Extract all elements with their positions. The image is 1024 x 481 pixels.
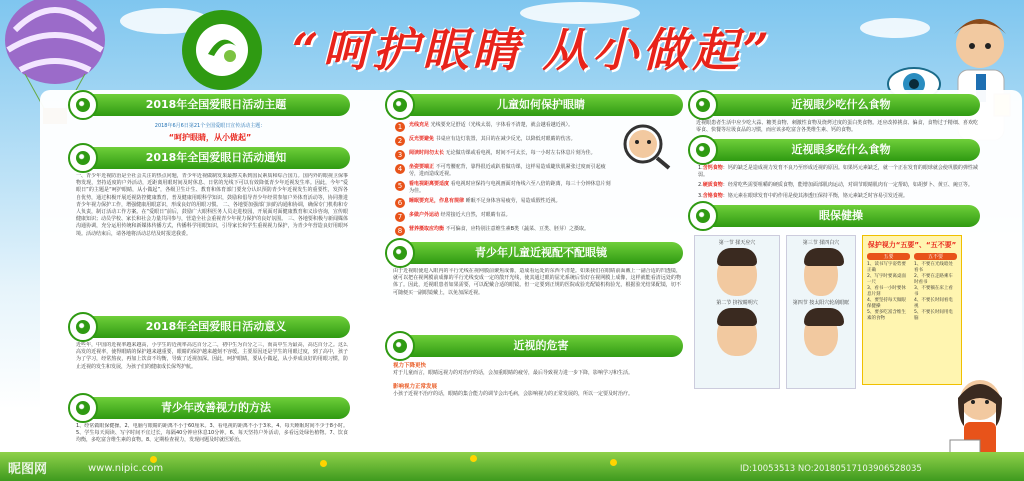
watermark-brand: 昵图网 bbox=[8, 462, 48, 477]
section-title-text: 近视眼多吃什么食物 bbox=[791, 143, 891, 157]
exercise-step-label: 第三节 揉四白穴 bbox=[802, 240, 840, 247]
eyecare-logo-icon bbox=[180, 8, 264, 92]
tip-number: 2 bbox=[395, 136, 405, 146]
section-title-text: 青少年儿童近视配不配眼镜 bbox=[475, 246, 607, 259]
flower-icon bbox=[610, 459, 617, 466]
eye-badge-icon bbox=[385, 90, 415, 120]
tip-text: 睡眠不足身体容易疲劳，易造成假性近视。 bbox=[465, 198, 561, 204]
tip-text: 无论做功课或看电视，时间不可太长，每一小时左右休息片刻为佳。 bbox=[445, 150, 596, 156]
list-item: 3.含铬食物：铬元素在眼球发育中的作用是使其渗透压保持平衡，铬元素缺乏时容易引发近视。 bbox=[698, 192, 908, 199]
exercise-illustration bbox=[786, 235, 856, 389]
rules-dont-column bbox=[914, 253, 957, 322]
section-title-text: 青少年改善视力的方法 bbox=[161, 401, 271, 414]
section-title-text: 近视的危害 bbox=[513, 339, 569, 352]
more-food-list bbox=[690, 165, 980, 199]
list-item: 2.硬质食物：经常吃些需要咀嚼的硬质食物，能增加面部肌肉运动，对调节眼睛肌肉有一定帮助，如胡萝卜、黄豆、豌豆等。 bbox=[698, 182, 973, 189]
child-face-icon bbox=[804, 312, 838, 356]
tip-text: 书桌应有边灯装置，其目的在减少反光，以降低对眼睛的伤害。 bbox=[435, 136, 576, 142]
rule-item: 5、要多吃富含维生素的食物 bbox=[867, 310, 906, 322]
eye-badge-icon bbox=[688, 90, 718, 120]
left-column bbox=[70, 94, 350, 468]
rule-item: 1、不要在光线暗处看书 bbox=[914, 262, 953, 274]
section-title-theme bbox=[82, 94, 350, 116]
tip-number: 5 bbox=[395, 181, 405, 191]
tip-text: 看电视时应保持与电视画面对角线六至八倍的距离，每三十分钟休息片刻为佳。 bbox=[409, 181, 611, 194]
flower-icon bbox=[150, 456, 157, 463]
child-face-icon bbox=[717, 312, 757, 356]
eyecare-logo bbox=[180, 8, 264, 92]
middle-column bbox=[387, 94, 683, 403]
rule-item: 3、看书一小时要休息片刻 bbox=[867, 286, 906, 298]
notice-text: 一、青少年近视防治是全社会关注的热点问题，青少年近视做制发果最擦关系到国民素质和综合国力。国内外的眼视卫保事物发现，坚持适度的户外活动，近距离用眼时间及时休息、日常的光线下可以有效降低青少年近视发生率。因此，今年“爱眼日”的主题是“呵护眼睛，从小做起”，各级卫生计生、教育和体育部门要充分认识预防青少年近视发生的重要性，发挥各自优势，通过积极开展近视防控健康教育，普及健康用眼科学知识，鼓励和倡导青少年经常参加户外体育活动等，协同推进青少年视力保护工作，增强健康用眼意识，形成良好的用眼习惯。 二、各地要加强部门间的沟通和协调，确保专门机构和专人负责，制订活动工作方案。在“爱眼日”前后，鼓励广大眼科医务人员走进校园，开展面对面健康教育和义诊咨询，宣传眼健康知识；动员学校、家长和社会力量共同参与，营造全社会重视青少年视力保护的良好氛围。 三、各地要积极与新闻媒体沟通协调，充分运用传统和新媒体传播方式，传播科学用眼知识，引导家长和学生重视视力保护，为青少年营造良好用眼环境。活动结束后，请各地将活动总结及时报送我委。 bbox=[76, 173, 348, 237]
exercise-illustration bbox=[694, 235, 780, 389]
section-title-harm bbox=[399, 335, 683, 357]
rules-do-column bbox=[867, 253, 910, 322]
rules-do-head: 五要 bbox=[867, 253, 910, 260]
section-title-text: 2018年全国爱眼日活动通知 bbox=[145, 151, 287, 164]
section-title-glasses bbox=[399, 242, 683, 264]
section-title-less-food bbox=[702, 94, 980, 116]
exercise-panels bbox=[694, 235, 980, 389]
list-item bbox=[395, 164, 615, 177]
list-item bbox=[395, 212, 615, 222]
tip-text: 不可偏食，应特别注意维生素B类（蔬菜、豆类、胚芽）之摄取。 bbox=[445, 226, 590, 232]
section-title-notice bbox=[82, 147, 350, 169]
tip-number: 3 bbox=[395, 150, 405, 160]
section-title-protect bbox=[399, 94, 683, 116]
list-item bbox=[395, 198, 615, 208]
tip-label: 睡眠要充足，作息有规律 bbox=[409, 198, 465, 204]
eye-badge-icon bbox=[688, 135, 718, 165]
magnifier-girl-icon bbox=[613, 120, 673, 170]
list-item bbox=[395, 226, 615, 236]
list-item bbox=[395, 181, 615, 194]
eye-badge-icon bbox=[688, 201, 718, 231]
eye-badge-icon bbox=[68, 312, 98, 342]
harm-heading: 影响视力正常发展 bbox=[393, 384, 438, 391]
tip-label: 看电视距离要适度 bbox=[409, 181, 450, 187]
child-face-icon bbox=[717, 252, 757, 296]
list-item bbox=[395, 122, 615, 132]
eye-badge-icon bbox=[385, 331, 415, 361]
theme-subtitle: 2018年6月6日第21个全国爱眼日宣传活动主题： bbox=[154, 123, 266, 129]
flower-icon bbox=[470, 455, 477, 462]
exercise-step-label: 第一节 揉天应穴 bbox=[718, 240, 756, 247]
tip-label: 坐姿要端正 bbox=[409, 164, 435, 170]
meaning-text: 近些年，中国的近视率越来越高，小学生的近视率高达百分之二，初中生为百分之三，而高中生为最高，高达百分之。这么高发的近视率，使得眼睛的保护越来越重要，眼睛的保护越来越刻不容缓。主要原因还是学生的用眼过度，到了高中，孩子为了学习，经常熬夜，再加上饮食不均衡，导致了近视加深。因此，呵护眼睛，要从小做起，从小养成良好的用眼习惯，防止近视的发生和发展，为孩子们的健康成长保驾护航。 bbox=[76, 342, 348, 370]
page-title: “呵护眼睛 从小做起” bbox=[292, 23, 773, 77]
right-column bbox=[690, 94, 980, 389]
section-title-text: 2018年全国爱眼日活动主题 bbox=[145, 98, 287, 111]
tip-label: 反光要避免 bbox=[409, 136, 435, 142]
tip-number: 4 bbox=[395, 164, 405, 174]
list-item: 1.含钙食物：钙的缺乏是造成视力发育不良乃至形成近视的原因。如果钙元素缺乏，就一个正在发育的眼球就会使巩膜的弹性减弱。 bbox=[698, 165, 978, 178]
rule-item: 1、读书写字姿势要正确 bbox=[867, 262, 906, 274]
section-title-text: 2018年全国爱眼日活动意义 bbox=[145, 320, 287, 333]
watermark-id: ID:10053513 NO:20180517103906528035 bbox=[740, 464, 922, 474]
rule-item: 2、写字时要离桌面一尺 bbox=[867, 274, 906, 286]
eye-badge-icon bbox=[68, 393, 98, 423]
exercise-step-label: 第四节 按太阳穴轮刮眼眶 bbox=[792, 300, 850, 307]
eye-badge-icon bbox=[385, 238, 415, 268]
tip-number: 6 bbox=[395, 198, 405, 208]
harm-heading: 视力下降更快 bbox=[393, 363, 427, 369]
rule-item: 4、不要长时间看电视 bbox=[914, 298, 953, 310]
exercise-step-label: 第二节 挤按睛明穴 bbox=[716, 300, 758, 307]
rule-item: 3、不要躺在床上看书 bbox=[914, 286, 953, 298]
food-text: 经常吃些需要咀嚼的硬质食物，能增加面部肌肉运动，对调节眼睛肌肉有一定帮助，如胡萝卜、黄豆、豌豆等。 bbox=[727, 182, 973, 189]
tip-number: 1 bbox=[395, 122, 405, 132]
tip-text: 光线要充足舒适（光线太弱，字体看不清楚，就会越看越近视）。 bbox=[430, 122, 574, 128]
list-item bbox=[395, 136, 615, 146]
tip-number: 8 bbox=[395, 226, 405, 236]
eye-badge-icon bbox=[68, 90, 98, 120]
tip-label: 阅读时间勿太长 bbox=[409, 150, 445, 156]
harm-text: 小孩子近视不治疗的话，眼睛的集合能力的调节会出毛病，会影响视力的正常发展的，所以一定要及时治疗。 bbox=[393, 391, 634, 398]
section-title-text: 儿童如何保护眼睛 bbox=[497, 98, 585, 111]
watermark-url: www.nipic.com bbox=[88, 463, 164, 474]
list-item bbox=[395, 150, 615, 160]
rule-item: 2、不要在走路乘车时看书 bbox=[914, 274, 953, 286]
rule-item: 5、不要长时间用电脑 bbox=[914, 310, 953, 322]
section-title-text: 眼保健操 bbox=[819, 209, 863, 223]
section-title-more-food bbox=[702, 139, 980, 161]
method-text: 1、经常做眼保健操。2、电脑与眼睛的距离不小于60厘米。3、看电视的距离不小于3米。4、每天睡眠时间不少于8小时。5、学生每天阅读、写字时间不宜过长，每隔40分钟应休息10分钟。6、每天坚持户外活动，多看远处绿色植物。7、饮食均衡，多吃富含维生素的食物。8、定期检查视力，发现问题及时就医矫治。 bbox=[76, 423, 348, 444]
theme-slogan: “呵护眼睛，从小做起” bbox=[168, 133, 252, 142]
food-text: 铬元素在眼球发育中的作用是使其渗透压保持平衡，铬元素缺乏时容易引发近视。 bbox=[727, 192, 908, 199]
flower-icon bbox=[320, 460, 327, 467]
food-text: 钙的缺乏是造成视力发育不良乃至形成近视的原因。如果钙元素缺乏，就一个正在发育的眼球就会使巩膜的弹性减弱。 bbox=[698, 165, 978, 178]
rules-dont-head: 五不要 bbox=[914, 253, 957, 260]
eye-badge-icon bbox=[68, 143, 98, 173]
section-title-method bbox=[82, 397, 350, 419]
less-food-text: 近视眼患者生活中应少吃大蒜、糖类食物、刺激性食物及烧烤过度的蛋白类食物。还应改掉挑食、偏食，食物过于精细、喜欢吃零食、快餐等垃圾食品的习惯，而应该多吃富含各类维生素、钙的食物。 bbox=[696, 120, 978, 134]
glasses-text: 由于近视眼使进入眼内的平行光线在视网膜前聚焦成像，造成看远处的东西不清楚。如果我们在眼睛前面戴上一副合适的凹透镜，就可以把在视网膜前成像的平行光线变成一定的散开光线，使其通过眼的屈光系统后恰好在视网膜上成像，这样就能看清远处的物体了。因此，近视眼患者如果需要，可以配戴合适的眼镜。但一定要到正规的医院或验光配镜机构验光，根据验光结果配镜，切不可随便买一副眼镜戴上，以免加深近视。 bbox=[393, 268, 681, 296]
tip-label: 光线充足 bbox=[409, 122, 430, 128]
tips-list bbox=[387, 122, 615, 236]
child-face-icon bbox=[804, 252, 838, 296]
food-label: 含铬食物 bbox=[702, 192, 723, 199]
food-label: 含钙食物 bbox=[702, 165, 723, 172]
section-title-text: 近视眼少吃什么食物 bbox=[791, 98, 891, 111]
rules-title: 保护视力“五要”、“五不要” bbox=[867, 241, 957, 250]
food-label: 硬质食物 bbox=[702, 182, 723, 189]
tip-text: 经常接近大自然，对眼睛有益。 bbox=[440, 212, 511, 218]
five-rules-box bbox=[862, 235, 962, 385]
tip-number: 7 bbox=[395, 212, 405, 222]
section-title-exercise bbox=[702, 205, 980, 227]
rule-item: 4、要坚持每天做眼保健操 bbox=[867, 298, 906, 310]
tip-label: 营养摄取应均衡 bbox=[409, 226, 445, 232]
tip-text: 不可弯腰驼背，靠得很近或趴着做功课，这样易造成睫状肌紧张过度而引起疲劳，进而造成近视。 bbox=[409, 164, 606, 177]
section-title-meaning bbox=[82, 316, 350, 338]
tip-label: 多做户外运动 bbox=[409, 212, 440, 218]
harm-text: 对于儿童而言，眼睛远视力的对治疗的话，会加重眼睛的疲劳，最后导致视力进一步下降，影响学习和生活。 bbox=[393, 370, 634, 376]
